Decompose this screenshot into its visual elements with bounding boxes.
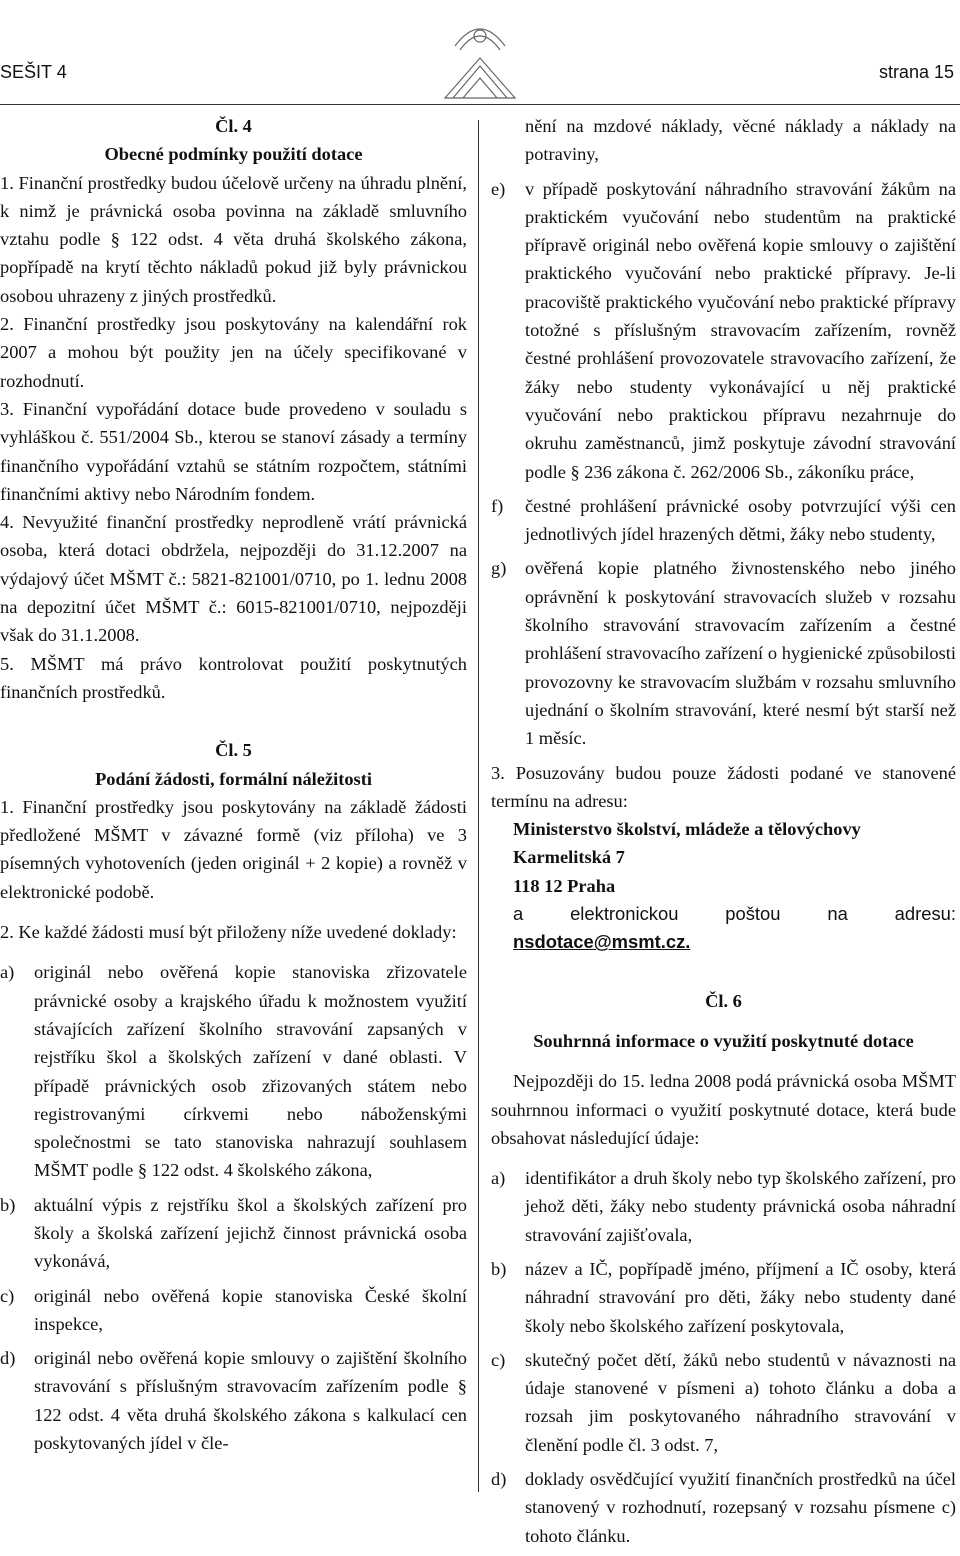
email-line bbox=[513, 900, 956, 957]
list-item-label: d) bbox=[0, 1348, 16, 1369]
article-5-title: Podání žádosti, formální náležitosti bbox=[95, 768, 372, 789]
article-4-paragraph-3: 3. Finanční vypořádání dotace bude provedeno v souladu s vyhláškou č. 551/2004 Sb., kterou se stanoví zásady a termíny finančního vypořádání vztahů se státním rozpočtem, státními finančními aktivy nebo Národním fondem. bbox=[0, 398, 467, 504]
page-number: strana 15 bbox=[878, 62, 954, 82]
list-item-label: e) bbox=[491, 178, 506, 199]
left-column bbox=[0, 112, 467, 1463]
article-6-intro: Nejpozději do 15. ledna 2008 podá právnická osoba MŠMT souhrnnou informaci o využití poskytnuté dotace, která bude obsahovat následující údaje: bbox=[491, 1071, 956, 1148]
list-item-label: f) bbox=[491, 495, 504, 516]
list-item bbox=[491, 1465, 956, 1550]
list-item bbox=[491, 1255, 956, 1340]
email-link[interactable]: nsdotace@msmt.cz. bbox=[513, 931, 691, 953]
list-item-text: identifikátor a druh školy nebo typ školského zařízení, pro jehož děti, žáky nebo studenty právnická osoba náhradní stravování zajišťovala, bbox=[525, 1168, 956, 1245]
list-item-text: originál nebo ověřená kopie stanoviska České školní inspekce, bbox=[34, 1285, 467, 1334]
list-item bbox=[491, 1164, 956, 1249]
list-item-text: originál nebo ověřená kopie smlouvy o zajištění školního stravování s příslušným stravovacím zařízením podle § 122 odst. 4 věta druhá školského zákona s kalkulací cen poskytovaných jídel v čle- bbox=[34, 1348, 467, 1454]
list-item-label: d) bbox=[491, 1469, 507, 1490]
list-item bbox=[0, 1344, 467, 1457]
list-item bbox=[491, 175, 956, 486]
list-item bbox=[491, 1346, 956, 1459]
list-item bbox=[491, 554, 956, 752]
right-column bbox=[491, 112, 956, 1556]
list-item-label: a) bbox=[0, 962, 15, 983]
list-item-text: skutečný počet dětí, žáků nebo studentů v návaznosti na údaje stanovené v písmeni a) tohoto článku a doba a rozsah jim poskytovaného náhradního stravování v členění podle čl. 3 odst. 7, bbox=[525, 1349, 956, 1455]
submission-address bbox=[491, 815, 956, 956]
list-item-label: g) bbox=[491, 558, 507, 579]
address-street: Karmelitská 7 bbox=[513, 847, 625, 868]
list-item-label: b) bbox=[491, 1258, 507, 1279]
page-header bbox=[0, 0, 960, 105]
email-prefix: a elektronickou poštou na adresu: bbox=[513, 903, 956, 925]
article-5-paragraph-3: 3. Posuzovány budou pouze žádosti podané ve stanovené termínu na adresu: bbox=[491, 762, 956, 811]
list-item-text: doklady osvědčující využití finančních prostředků na účel stanovený v rozhodnutí, rozepsaný v rozsahu písmene c) tohoto článku. bbox=[525, 1469, 956, 1546]
article-4-title: Obecné podmínky použití dotace bbox=[104, 144, 363, 165]
article-6-items bbox=[491, 1164, 956, 1550]
list-item-label: c) bbox=[491, 1349, 506, 1370]
article-5-document-list-continued bbox=[491, 112, 956, 753]
article-5-number: Čl. 5 bbox=[215, 740, 252, 761]
column-divider bbox=[478, 120, 479, 1492]
article-5-paragraph-1: 1. Finanční prostředky jsou poskytovány na základě žádosti předložené MŠMT v závazné formě (viz příloha) ve 3 písemných vyhotoveních (jeden originál + 2 kopie) a rovněž v elektronické podobě. bbox=[0, 796, 467, 902]
list-item bbox=[0, 958, 467, 1184]
list-item-label: b) bbox=[0, 1194, 16, 1215]
list-item-continuation bbox=[491, 112, 956, 169]
list-item-text: v případě poskytování náhradního stravování žákům na praktickém vyučování nebo studentům na praktické přípravě originál nebo ověřená kopie smlouvy o zajištění praktického vyučování nebo praktické přípravy. Je-li pracoviště praktického vyučování nebo praktické přípravy totožné s příslušným stravovacím zařízením, rovněž čestné prohlášení provozovatele stravovacího zařízení, že žáky nebo studenty vykonávající u něj praktické vyučování nebo praktickou přípravu nezahrnuje do okruhu zaměstnanců, jimž poskytuje závodní stravování podle § 236 zákona č. 262/2006 Sb., zákoníku práce, bbox=[525, 178, 956, 482]
publisher-emblem-icon bbox=[425, 6, 535, 106]
list-item-text: ověřená kopie platného živnostenského nebo jiného oprávnění k poskytování stravovacích služeb v rozsahu školního stravování stravovacím zařízením a čestné prohlášení stravovacího zařízení o hygienické způsobilosti provozovny ke stravovacím službám v rozsahu smluvního ujednání o školním stravování, které nesmí být starší než 1 měsíc. bbox=[525, 558, 956, 749]
list-item-text: čestné prohlášení právnické osoby potvrzující výši cen jednotlivých jídel hrazených dětmi, žáky nebo studenty, bbox=[525, 495, 956, 545]
address-city: 118 12 Praha bbox=[513, 875, 616, 896]
article-5-document-list bbox=[0, 958, 467, 1457]
list-item-label: c) bbox=[0, 1285, 15, 1306]
article-4-paragraph-4: 4. Nevyužité finanční prostředky neprodleně vrátí právnická osoba, která dotaci obdržela, nejpozději do 31.12.2007 na výdajový účet MŠMT č.: 5821-821001/0710, po 1. lednu 2008 na depozitní účet MŠMT č.: 6015-821001/0710, nejpozději však do 31.1.2008. bbox=[0, 512, 467, 646]
journal-issue: SEŠIT 4 bbox=[0, 62, 67, 82]
list-item bbox=[491, 492, 956, 549]
list-item bbox=[0, 1282, 467, 1339]
list-item-text: aktuální výpis z rejstříku škol a školských zařízení pro školy a školská zařízení jejichž činnost právnická osoba vykonává, bbox=[34, 1194, 467, 1272]
list-item bbox=[0, 1191, 467, 1276]
article-5-paragraph-2: 2. Ke každé žádosti musí být přiloženy níže uvedené doklady: bbox=[0, 922, 457, 943]
list-item-text: originál nebo ověřená kopie stanoviska zřizovatele právnické osoby a krajského úřadu k možnostem využití stávajících zařízení školního stravování zapsaných v rejstříku škol a školských zařízení v dané oblasti. V případě právnických osob zřizovaných státem nebo registrovanými církvemi nebo náboženskými společnostmi se tato stanoviska nahrazují souhlasem MŠMT podle § 122 odst. 4 školského zákona, bbox=[34, 962, 467, 1181]
list-item-text: název a IČ, popřípadě jméno, příjmení a IČ osoby, která náhradní stravování pro děti, žáky nebo studenty dané školy nebo školského zařízení poskytovala, bbox=[525, 1258, 956, 1336]
header-rule bbox=[0, 104, 960, 105]
list-item-text: nění na mzdové náklady, věcné náklady a náklady na potraviny, bbox=[525, 116, 956, 165]
article-4-paragraph-1: 1. Finanční prostředky budou účelově určeny na úhradu plnění, k nimž je právnická osoba povinna na základě smluvního vztahu podle § 122 odst. 4 věta druhá školského zákona, popřípadě na krytí těchto nákladů pokud již byly právnickou osobou uhrazeny z jiných prostředků. bbox=[0, 172, 467, 306]
list-item-label: a) bbox=[491, 1168, 506, 1189]
article-6-title: Souhrnná informace o využití poskytnuté dotace bbox=[533, 1030, 914, 1051]
article-4-paragraph-2: 2. Finanční prostředky jsou poskytovány na kalendářní rok 2007 a mohou být použity jen na účely specifikované v rozhodnutí. bbox=[0, 314, 467, 391]
address-ministry: Ministerstvo školství, mládeže a tělovýchovy bbox=[513, 819, 861, 840]
article-4-paragraph-5: 5. MŠMT má právo kontrolovat použití poskytnutých finančních prostředků. bbox=[0, 653, 467, 702]
article-6-number: Čl. 6 bbox=[705, 990, 742, 1011]
article-4-number: Čl. 4 bbox=[215, 116, 252, 136]
